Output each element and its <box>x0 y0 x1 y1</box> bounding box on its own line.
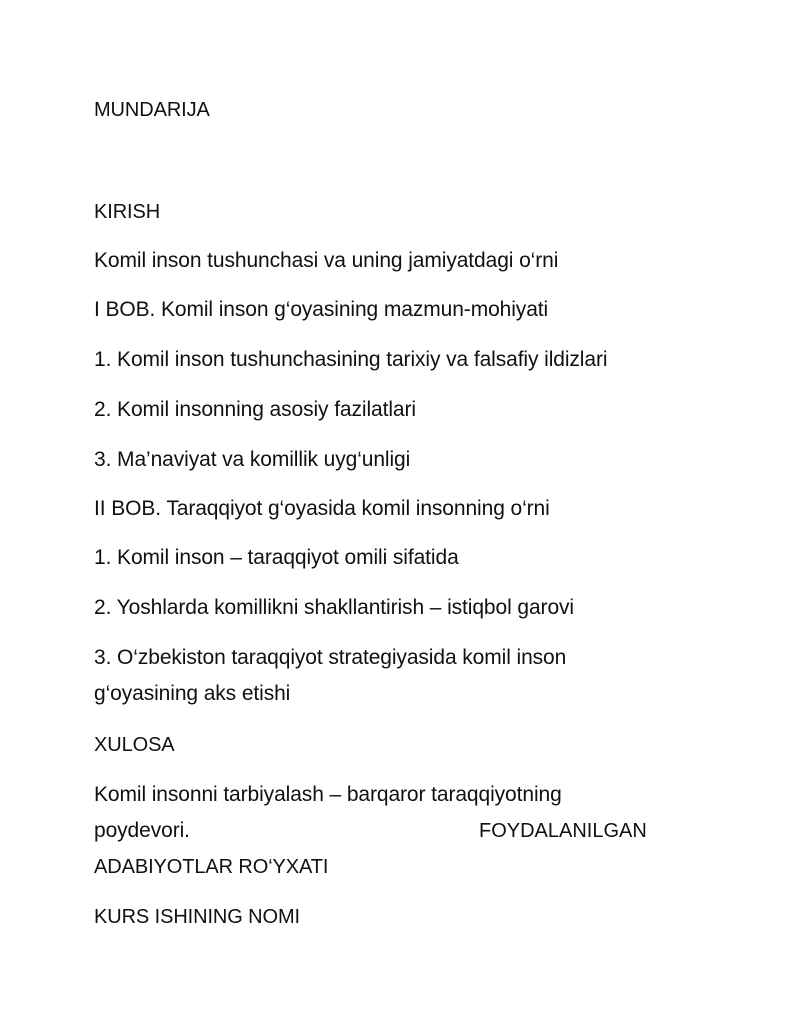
chapter2-item-2: 2. Yoshlarda komillikni shakllantirish – istiqbol garovi <box>94 596 574 619</box>
intro-item: Komil inson tushunchasi va uning jamiyatdagi o‘rni <box>94 249 559 272</box>
conclusion-line1: Komil insonni tarbiyalash – barqaror taraqqiyotning <box>94 783 562 806</box>
chapter2-item-3-line2: g‘oyasining aks etishi <box>94 682 291 705</box>
references-title-part2: ADABIYOTLAR RO‘YXATI <box>94 856 329 878</box>
conclusion-title: XULOSA <box>94 734 175 756</box>
conclusion-line2: poydevori. <box>94 819 190 842</box>
chapter1-title: I BOB. Komil inson g‘oyasining mazmun-mohiyati <box>94 298 549 321</box>
chapter1-item-1: 1. Komil inson tushunchasining tarixiy va falsafiy ildizlari <box>94 348 608 371</box>
chapter1-item-2: 2. Komil insonning asosiy fazilatlari <box>94 398 416 421</box>
chapter2-item-1: 1. Komil inson – taraqqiyot omili sifatida <box>94 546 459 569</box>
toc-heading: MUNDARIJA <box>94 99 210 121</box>
chapter2-item-3-line1: 3. O‘zbekiston taraqqiyot strategiyasida komil inson <box>94 646 567 669</box>
chapter1-item-3: 3. Ma’naviyat va komillik uyg‘unligi <box>94 448 411 471</box>
references-title-part1: FOYDALANILGAN <box>479 820 647 842</box>
course-work-title: KURS ISHINING NOMI <box>94 906 300 928</box>
chapter2-title: II BOB. Taraqqiyot g‘oyasida komil insonning o‘rni <box>94 497 550 520</box>
intro-title: KIRISH <box>94 201 161 223</box>
